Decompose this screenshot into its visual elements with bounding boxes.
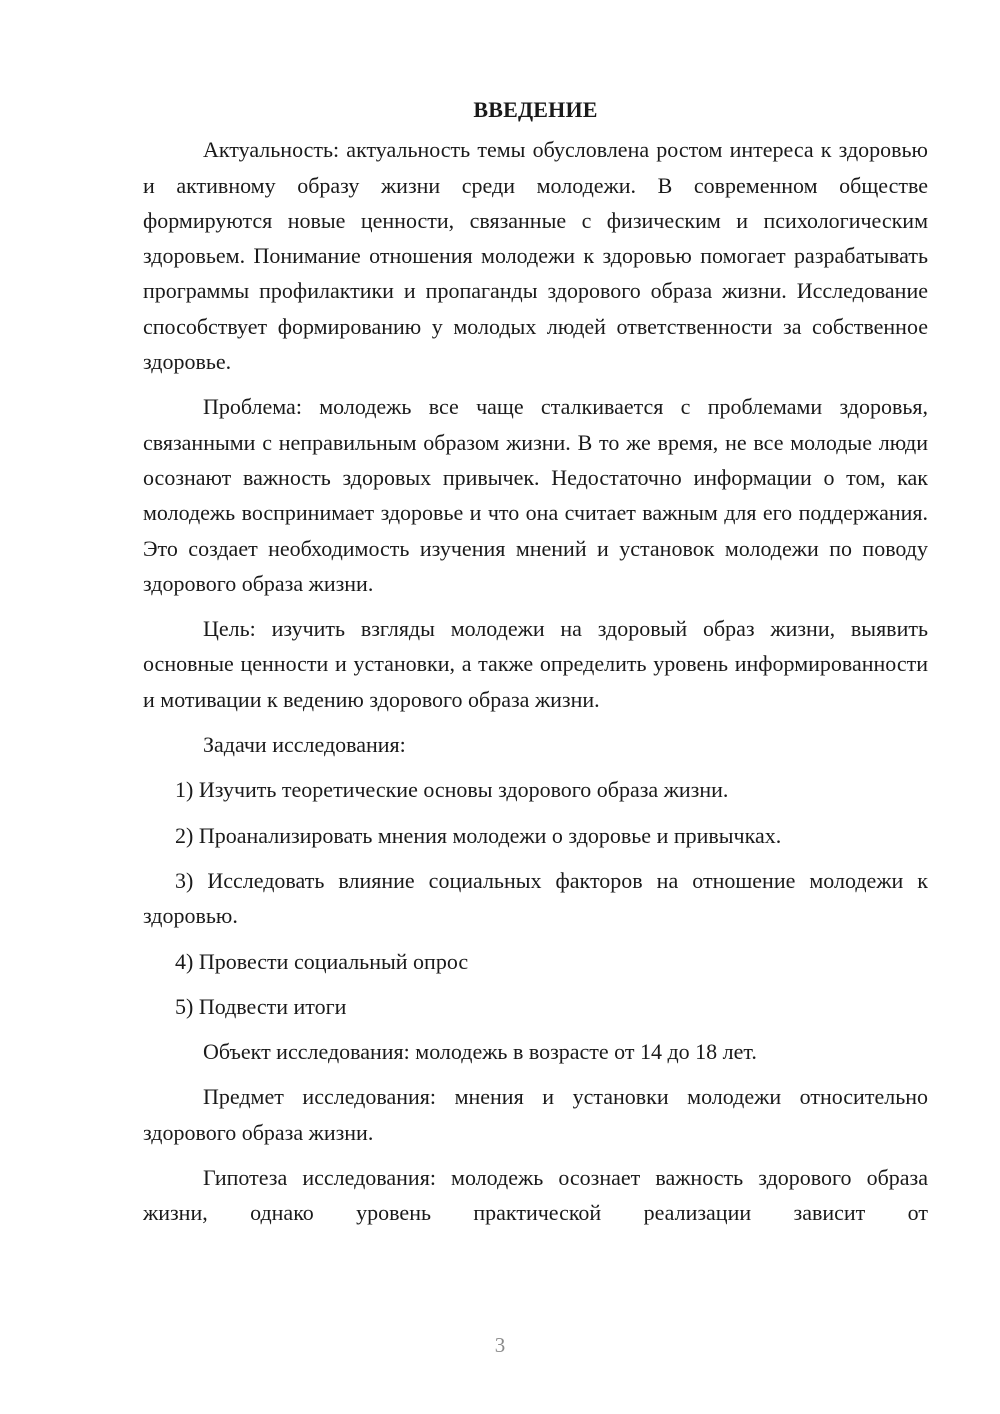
hypothesis-paragraph: Гипотеза исследования: молодежь осознает важность здорового образа жизни, однако уровень практической реализации зависит от	[143, 1165, 928, 1226]
list-item: 3) Исследовать влияние социальных факторов на отношение молодежи к здоровью.	[143, 867, 928, 929]
subject-paragraph: Предмет исследования: мнения и установки молодежи относительно здорового образа жизни.	[143, 1084, 928, 1145]
section-title: ВВЕДЕНИЕ	[473, 97, 598, 122]
relevance-paragraph: Актуальность: актуальность темы обусловлена ростом интереса к здоровью и активному образу жизни среди молодежи. В современном обществе формируются новые ценности, связанные с физическим и психологическим здоровьем. Понимание отношения молодежи к здоровью помогает разрабатывать программы профилактики и пропаганды здорового образа жизни. Исследование способствует формированию у молодых людей ответственности за собственное здоровье.	[143, 137, 928, 375]
list-item: 2) Проанализировать мнения молодежи о здоровье и привычках.	[175, 822, 782, 848]
document-page	[143, 92, 928, 1231]
problem-paragraph: Проблема: молодежь все чаще сталкивается с проблемами здоровья, связанными с неправильным образом жизни. В то же время, не все молодые люди осознают важность здоровых привычек. Недостаточно информации о том, как молодежь воспринимает здоровье и что она считает важным для его поддержания. Это создает необходимость изучения мнений и установок молодежи по поводу здорового образа жизни.	[143, 394, 928, 596]
tasks-heading: Задачи исследования:	[203, 732, 406, 758]
list-item: 4) Провести социальный опрос	[175, 948, 469, 974]
list-item: 1) Изучить теоретические основы здорового образа жизни.	[175, 777, 729, 803]
tasks-list	[143, 772, 928, 1024]
object-paragraph: Объект исследования: молодежь в возрасте от 14 до 18 лет.	[203, 1039, 757, 1065]
list-item: 5) Подвести итоги	[175, 993, 347, 1019]
goal-paragraph: Цель: изучить взгляды молодежи на здоровый образ жизни, выявить основные ценности и установки, а также определить уровень информированности и мотивации к ведению здорового образа жизни.	[143, 616, 928, 712]
page-number: 3	[494, 1333, 506, 1357]
